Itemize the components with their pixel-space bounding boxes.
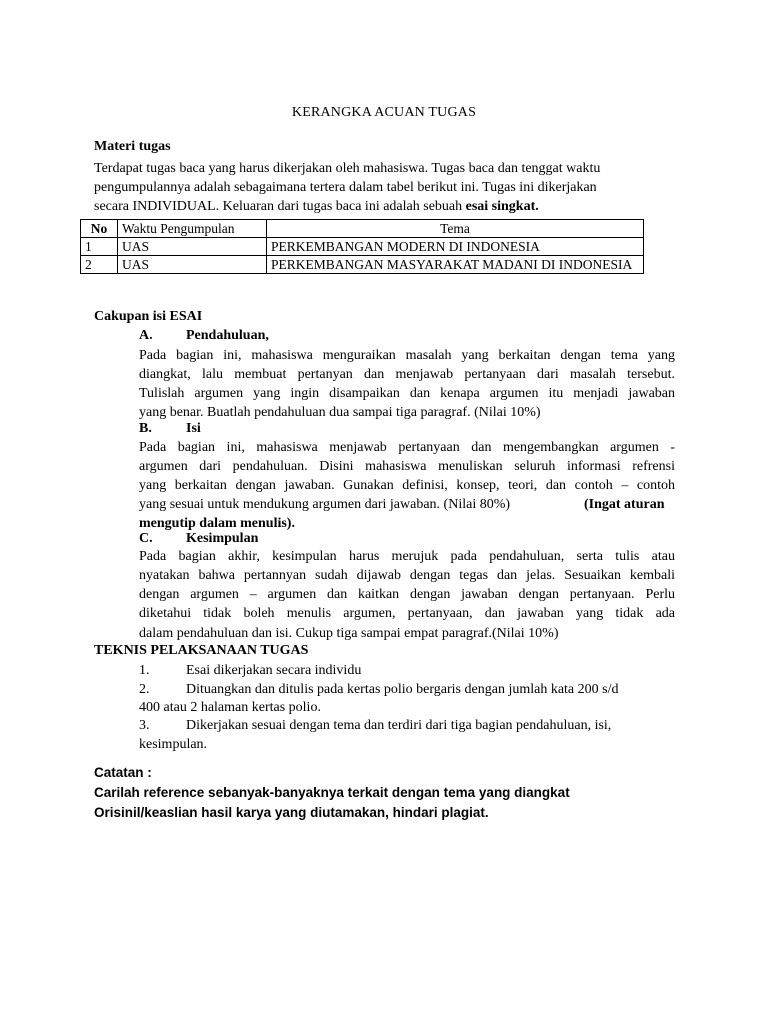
section-c-title: Kesimpulan [186, 531, 259, 546]
section-b-line-1: Pada bagian ini, mahasiswa menjawab pertanyaan dan mengembangkan argumen - [139, 440, 675, 455]
section-a-line-3: Tulislah argumen yang ingin disampaikan dan kenapa argumen itu menjadi jawaban [139, 386, 675, 401]
materi-line-1: Terdapat tugas baca yang harus dikerjakan oleh mahasiswa. Tugas baca dan tenggat waktu [94, 161, 601, 176]
table-header-row [81, 220, 644, 238]
section-c-line-2: nyatakan bahwa pertannyan sudah dijawab dengan tegas dan jelas. Sesuaikan kembali [139, 568, 675, 583]
section-c-line-5: dalam pendahuluan dan isi. Cukup tiga sampai empat paragraf.(Nilai 10%) [139, 626, 559, 641]
header-tema: Tema [267, 220, 644, 238]
section-a-title: Pendahuluan, [186, 328, 269, 343]
teknis-item-3-line-2: kesimpulan. [139, 737, 208, 752]
section-c-line-1: Pada bagian akhir, kesimpulan harus merujuk pada pendahuluan, serta tulis atau [139, 549, 675, 564]
teknis-heading: TEKNIS PELAKSANAAN TUGAS [94, 643, 309, 658]
section-a-line-4: yang benar. Buatlah pendahuluan dua sampai tiga paragraf. (Nilai 10%) [139, 405, 541, 420]
section-b-note-1: (Ingat aturan [584, 497, 665, 512]
table-row [81, 238, 644, 256]
cell-no: 1 [81, 238, 118, 256]
cell-waktu: UAS [118, 256, 267, 274]
page-title: KERANGKA ACUAN TUGAS [291, 105, 477, 120]
cell-tema: PERKEMBANGAN MASYARAKAT MADANI DI INDONESIA [267, 256, 644, 274]
cell-no: 2 [81, 256, 118, 274]
materi-line-2: pengumpulannya adalah sebagaimana tertera dalam tabel berikut ini. Tugas ini dikerjakan [94, 180, 597, 195]
catatan-line-2: Orisinil/keaslian hasil karya yang diutamakan, hindari plagiat. [94, 805, 489, 820]
materi-line-3 [94, 197, 539, 216]
teknis-item-3-num: 3. [139, 718, 150, 733]
section-b-title: Isi [186, 421, 201, 436]
cell-tema: PERKEMBANGAN MODERN DI INDONESIA [267, 238, 644, 256]
section-b-line-4: yang sesuai untuk mendukung argumen dari jawaban. (Nilai 80%) [139, 497, 511, 512]
teknis-item-2-num: 2. [139, 682, 150, 697]
teknis-item-2-line-2: 400 atau 2 halaman kertas polio. [139, 700, 321, 715]
materi-line-3-bold: esai singkat. [465, 199, 539, 214]
section-a-letter: A. [139, 328, 153, 343]
table-row [81, 256, 644, 274]
teknis-item-2-line-1: Dituangkan dan ditulis pada kertas polio bergaris dengan jumlah kata 200 s/d [186, 682, 619, 697]
cell-waktu: UAS [118, 238, 267, 256]
materi-heading: Materi tugas [94, 139, 171, 154]
section-c-line-4: diketahui tidak boleh menulis argumen, pertanyaan, dan jawaban yang tidak ada [139, 606, 675, 621]
catatan-heading: Catatan : [94, 765, 152, 780]
teknis-item-1-line-1: Esai dikerjakan secara individu [186, 663, 362, 678]
section-b-line-2: argumen dari pendahuluan. Disini mahasiswa menuliskan seluruh informasi refrensi [139, 459, 675, 474]
section-b-line-3: yang berkaitan dengan jawaban. Gunakan definisi, konsep, teori, dan contoh – contoh [139, 478, 675, 493]
section-a-line-2: diangkat, lalu membuat pertanyan dan menjawab pertanyaan dari masalah tersebut. [139, 367, 675, 382]
materi-line-3-text: secara INDIVIDUAL. Keluaran dari tugas baca ini adalah sebuah [94, 199, 466, 214]
header-waktu: Waktu Pengumpulan [118, 220, 267, 238]
section-b-note-2: mengutip dalam menulis). [139, 516, 295, 531]
header-no: No [81, 220, 118, 238]
section-b-letter: B. [139, 421, 152, 436]
section-c-line-3: dengan argumen – argumen dan kaitkan dengan jawaban dengan pertanyaan. Perlu [139, 587, 675, 602]
section-a-line-1: Pada bagian ini, mahasiswa menguraikan masalah yang berkaitan dengan tema yang [139, 348, 675, 363]
teknis-item-1-num: 1. [139, 663, 150, 678]
task-table [80, 219, 644, 274]
cakupan-heading: Cakupan isi ESAI [94, 309, 203, 324]
section-c-letter: C. [139, 531, 153, 546]
teknis-item-3-line-1: Dikerjakan sesuai dengan tema dan terdiri dari tiga bagian pendahuluan, isi, [186, 718, 612, 733]
catatan-line-1: Carilah reference sebanyak-banyaknya terkait dengan tema yang diangkat [94, 785, 570, 800]
